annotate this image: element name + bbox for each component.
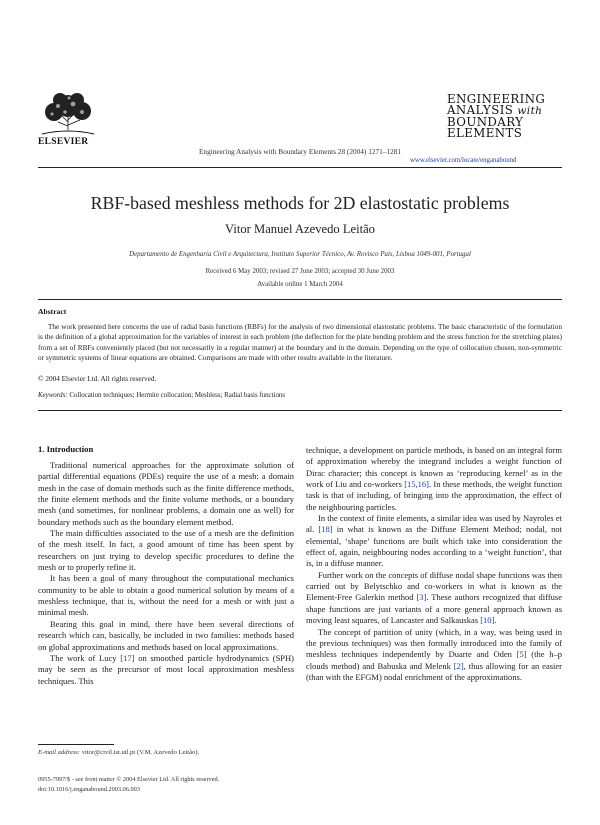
abstract-paragraph: The work presented here concerns the use of radial basis functions (RBFs) for the analysis of two dimensional elastostatic problems. The basic characteristic of the formulation is the definition of a global approximation for the variables of interest in each problem (the deflection for the plate bending problem and the stress function for the stretching plates) from a set of RBFs conveniently placed (but not necessarily in a regular manner) at the boundary and in the domain. Depending on the type of collocation chosen, non-symmetric or symmetric systems of linear equations are obtained. Comparisons are made with other results available in the literature. bbox=[38, 323, 562, 362]
footnote-divider bbox=[38, 744, 114, 745]
citation-link[interactable]: [17] bbox=[120, 652, 135, 663]
journal-citation: Engineering Analysis with Boundary Elements 28 (2004) 1271–1281 bbox=[198, 147, 402, 156]
brand-line-1: ENGINEERING bbox=[447, 92, 546, 106]
elsevier-logo[interactable] bbox=[38, 92, 100, 152]
keywords-list: Collocation techniques; Hermite collocation; Meshless; Radial basis functions bbox=[69, 392, 286, 399]
keywords bbox=[38, 392, 285, 399]
citation-link[interactable]: [5] bbox=[516, 649, 527, 660]
paragraph: The main difficulties associated to the use of a mesh are the definition of the mesh itself. In fact, a good amount of time has been spent by researchers on just trying to develop specific procedures to define the mesh or to properly refine it. bbox=[38, 528, 294, 573]
doi-line[interactable]: doi:10.1016/j.enganabound.2003.06.003 bbox=[38, 786, 140, 793]
abstract-divider bbox=[38, 299, 562, 300]
abstract-copyright: © 2004 Elsevier Ltd. All rights reserved. bbox=[38, 375, 157, 383]
header-divider bbox=[38, 167, 562, 168]
right-column bbox=[306, 445, 562, 683]
left-column bbox=[38, 460, 294, 687]
issn-line: 0955-7997/$ - see front matter © 2004 Elsevier Ltd. All rights reserved. bbox=[38, 776, 220, 783]
citation-link[interactable]: [2] bbox=[453, 660, 464, 671]
online-date: Available online 1 March 2004 bbox=[257, 281, 343, 288]
brand-line-4: ELEMENTS bbox=[447, 126, 523, 140]
article-author: Vitor Manuel Azevedo Leitão bbox=[225, 222, 375, 236]
section-heading: 1. Introduction bbox=[38, 444, 94, 454]
brand-line-2: ANALYSIS with bbox=[447, 103, 543, 117]
abstract-text bbox=[38, 322, 562, 363]
keywords-label: Keywords: bbox=[38, 392, 68, 399]
paragraph: technique, a development on particle methods, is based on an integral form of approximation whereby the integrand includes a weight function of Dirac character; this concept is known as ‘reproducing kernel’ as in the work of Liu and co-workers [15,16]. In these methods, the weight function task is that of including, of bringing into the approximation, the effect of the neighbouring particles. bbox=[306, 445, 563, 512]
paragraph: It has been a goal of many throughout the computational mechanics community to be able to obtain a good numerical solution by means of a meshless technique, that is, without the need for a mesh or with just a minimal mesh. bbox=[38, 573, 294, 618]
paragraph: In the context of finite elements, a similar idea was used by Nayroles et al. [18] in what is known as the Diffuse Element Method; nodal, not elemental, ‘shape’ functions are built which take into consideration the effect of, again, neighbouring nodes according to a ‘weight function’, that is, in a diffuse manner. bbox=[306, 513, 562, 569]
citation-link[interactable]: [15,16] bbox=[404, 479, 429, 490]
paragraph: The concept of partition of unity (which, in a way, was being used in the previous techniques) was then formally introduced into the family of meshless techniques independently by Duarte and Oden [5] (the h–p clouds method) and Babuska and Melenk [2], thus allowing for an easier (than with the EFGM) nodal enrichment of the approximations. bbox=[306, 626, 562, 682]
keywords-divider bbox=[38, 410, 562, 411]
article-dates: Received 6 May 2003; revised 27 June 2003; accepted 30 June 2003 bbox=[205, 268, 395, 275]
publisher-name: ELSEVIER bbox=[38, 137, 89, 147]
email-address[interactable]: vitor@civil.ist.utl.pt (V.M. Azevedo Leitão). bbox=[81, 749, 200, 756]
journal-url-link[interactable]: www.elsevier.com/locate/enganabound bbox=[410, 157, 517, 164]
elsevier-tree-icon bbox=[38, 92, 98, 136]
paragraph: Further work on the concepts of diffuse nodal shape functions was then carried out by Belytschko and co-workers in what is known as the Element-Free Galerkin method [3]. These authors recognized that diffuse shape functions are just variants of a more general approach known as moving least squares, of Lancaster and Salkauskas [10]. bbox=[306, 569, 562, 626]
article-title: RBF-based meshless methods for 2D elastostatic problems bbox=[90, 193, 510, 213]
brand-line-3: BOUNDARY bbox=[447, 115, 524, 129]
abstract-heading: Abstract bbox=[38, 307, 67, 316]
paragraph: Bearing this goal in mind, there have been several directions of research which can, basically, be included in two families: methods based on global approximations and methods based on local approximations. bbox=[38, 618, 294, 652]
citation-link[interactable]: [10] bbox=[480, 615, 495, 626]
email-label: E-mail address: bbox=[38, 749, 81, 756]
paragraph: Traditional numerical approaches for the approximate solution of partial differential equations (PDEs) require the use of a mesh: a domain mesh in the case of domain methods such as the finite difference methods, the finite element methods and the finite volume methods, or a boundary mesh (and sometimes, for nonlinear problems, a domain one as well) for boundary methods such as the boundary element method. bbox=[38, 460, 294, 527]
journal-brand bbox=[447, 94, 567, 139]
citation-link[interactable]: [3] bbox=[416, 592, 427, 603]
author-affiliation: Departamento de Engenharia Civil e Arquitectura, Instituto Superior Técnico, Av. Rovisco Pais, Lisboa 1049-001, Portugal bbox=[129, 251, 471, 258]
citation-link[interactable]: [18] bbox=[318, 524, 333, 535]
author-email bbox=[38, 749, 199, 756]
paragraph: The work of Lucy [17] on smoothed particle hydrodynamics (SPH) may be seen as the precursor of most local approximation meshless techniques. This bbox=[38, 652, 294, 686]
